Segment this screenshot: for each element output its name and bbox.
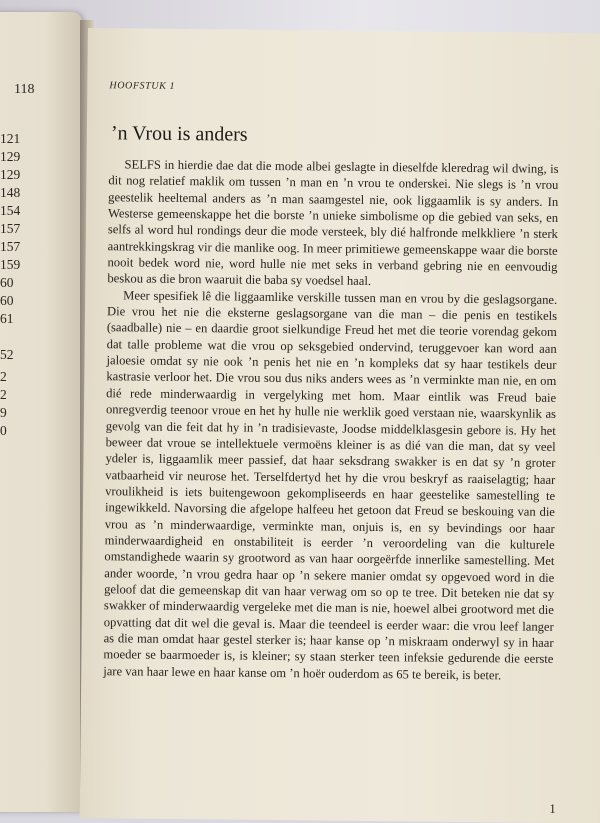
toc-number: 157 <box>0 239 21 254</box>
toc-number: 61 <box>0 311 14 326</box>
toc-number: 159 <box>0 257 21 272</box>
toc-number: 129 <box>0 167 21 182</box>
toc-number: 2 <box>0 369 7 384</box>
toc-number: 9 <box>0 405 7 420</box>
page-footer-number: 1 <box>549 800 556 816</box>
toc-number: 154 <box>0 203 21 218</box>
toc-number: 2 <box>0 387 7 402</box>
toc-number-column <box>0 130 20 440</box>
right-page <box>80 28 600 823</box>
toc-number: 52 <box>0 347 14 362</box>
toc-number: 60 <box>0 293 14 308</box>
running-head: HOOFSTUK 1 <box>109 80 176 92</box>
left-page <box>0 12 82 812</box>
body-text <box>103 156 558 684</box>
paragraph: SELFS in hierdie dae dat die mode albei geslagte in dieselfde kleredrag wil dwing, is dit nog relatief maklik om tussen ’n man en ’n vrou te onderskei. Nie slegs is ’n vrou geestelik heeltemal anders as ’n man saamgestel nie, ook liggaamlik is sy anders. In Westerse gemeenskappe het die borste ’n unieke simbolisme op die gebied van seks, en selfs al word hul rondings deur die mode versteek, bly dié halfronde melkkliere ’n sterk aantrekkingskrag vir die manlike oog. In meer primitiewe gemeenskappe waar die borste nooit bedek word nie, word hulle nie met seks in verband gebring nie en eenvoudig beskou as die bron waaruit die baba sy voedsel haal. <box>107 157 559 289</box>
chapter-title: ’n Vrou is anders <box>110 122 248 146</box>
paragraph: Meer spesifiek lê die liggaamlike verskille tussen man en vrou by die geslagsorgane. Die vrou het nie die eksterne geslagsorgane van die man – die penis en testikels (saadballe) nie – en daardie groot sielkundige Freud het met die teorie vorendag gekom dat talle probleme wat die vrou op seksgebied ondervind, teruggevoer kan word aan jaloesie omdat sy nie ook ’n penis het nie en ’n kompleks dat sy haar testikels deur kastrasie verloor het. Die vrou sou dus niks anders wees as ’n verminkte man nie, en om dié rede minderwaardig in vergelyking met hom. Maar eintlik was Freud baie onregverdig teenoor vroue en het hy hulle nie werklik goed verstaan nie, waarskynlik as gevolg van die feit dat hy in ’n tradisievaste, Joodse middelklasgesin gebore is. Hy het beweer dat vroue se intellektuele vermoëns kleiner is as dié van die man, dat sy veel ydeler is, liggaamlik meer passief, dat haar seksdrang swakker is en dat sy ’n groter vatbaarheid vir neurose het. Terselfdertyd het hy die vrou beskryf as raaiselagtig; haar vroulikheid is iets buitengewoon gekompliseerds en haar geestelike samestelling te ingewikkeld. Navorsing die afgelope halfeeu het getoon dat Freud se beskouing van die vrou as ’n minderwaardige, verminkte man, onjuis is, en sy bevindings oor haar minderwaardigheid en onstabiliteit is eerder ’n veroordeling van die kulturele omstandighede waarin sy grootword as van haar oorgeërfde innerlike samestelling. Met ander woorde, ’n vrou gedra haar op ’n sekere manier omdat sy opgevoed word in die geloof dat die gemeenskap dit van haar verwag om so op te tree. Dit beteken nie dat sy swakker of minderwaardig vergeleke met die man is nie, hoewel albei grootword met die opvatting dat dit wel die geval is. Maar die teendeel is eerder waar: die vrou leef langer as die man omdat haar gestel sterker is; haar kanse op ’n miskraam onderwyl sy in haar moeder se baarmoeder is, is kleiner; sy staan sterker teen infeksie gedurende die eerste jare van haar lewe en haar kanse om ’n hoër ouderdom as 65 te bereik, is beter. <box>103 288 558 683</box>
left-page-number: 118 <box>14 82 35 97</box>
toc-number: 129 <box>0 149 21 164</box>
toc-number: 148 <box>0 185 21 200</box>
toc-number: 60 <box>0 275 14 290</box>
toc-number: 0 <box>0 423 7 438</box>
toc-number: 121 <box>0 131 21 146</box>
toc-number: 157 <box>0 221 21 236</box>
